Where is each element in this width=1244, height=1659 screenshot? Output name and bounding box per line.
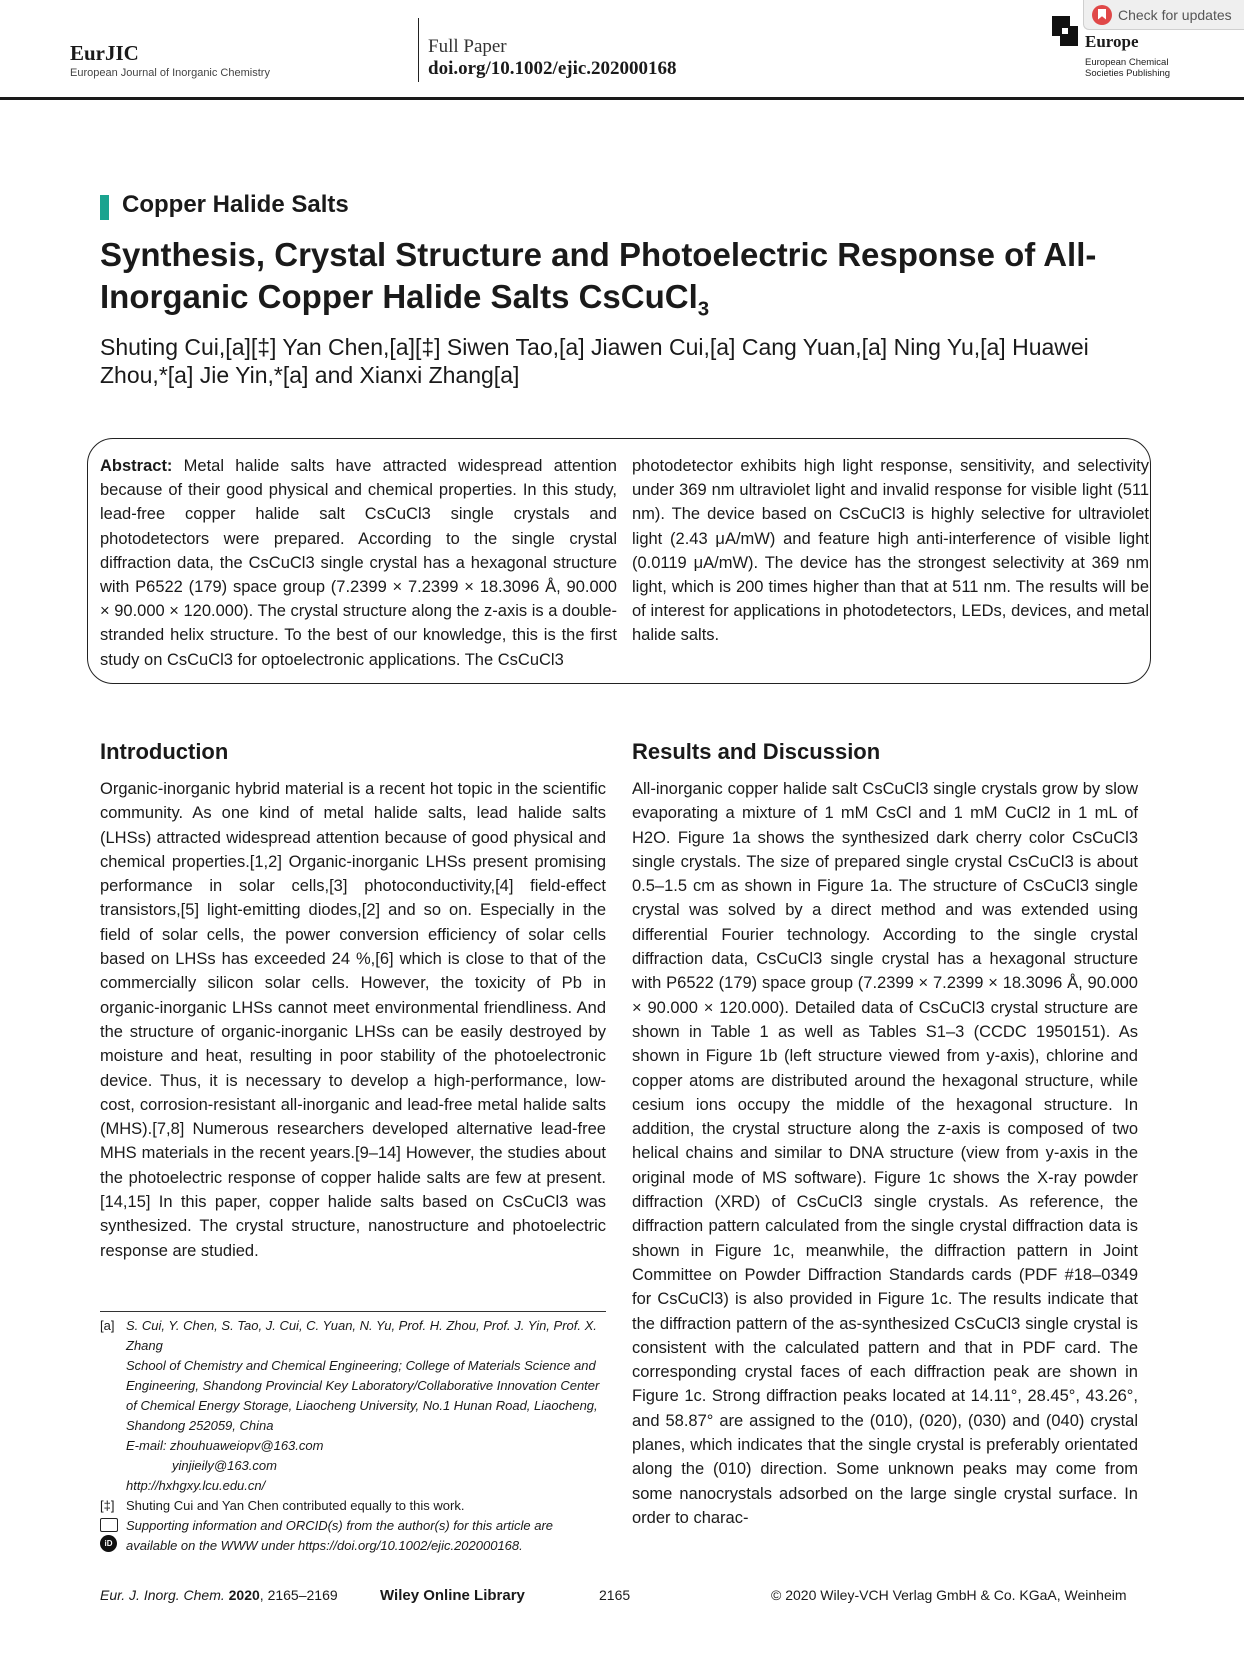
footnote-email-2[interactable]: yinjieily@163.com	[172, 1458, 277, 1473]
introduction-heading: Introduction	[100, 739, 229, 764]
introduction-text: Organic-inorganic hybrid material is a recent hot topic in the scientific community. As one kind of metal halide salts, lead halide salts (LHSs) attracted widespread attention because of good physical and chemical properties.[1,2] Organic-inorganic LHSs present promising performance in solar cells,[3] photoconductivity,[4] field-effect transistors,[5] light-emitting diodes,[2] and so on. Especially in the field of solar cells, the power conversion efficiency of solar cells based on LHSs has exceeded 24 %,[6] which is close to that of the commercially silicon solar cells. However, the toxicity of Pb in organic-inorganic LHSs cannot meet environmental friendliness. And the structure of organic-inorganic LHSs can be easily destroyed by moisture and heat, resulting in poor stability of the photoelectronic device. Thus, it is necessary to develop a high-performance, low-cost, corrosion-resistant all-inorganic and lead-free metal halide salts (MHS).[7,8] Numerous researchers developed alternative lead-free MHS materials in the recent years.[9–14] However, the studies about the photoelectric response of copper halide salts are few at present.[14,15] In this paper, copper halide salts based on CsCuCl3 was synthesized. The crystal structure, nanostructure and photoelectric response are studied.	[100, 780, 606, 1260]
footnote-icons	[100, 1516, 126, 1556]
author-list: Shuting Cui,[a][‡] Yan Chen,[a][‡] Siwen Tao,[a] Jiawen Cui,[a] Cang Yuan,[a] Ning Yu,[a] Huawei Zhou,*[a] Jie Yin,*[a] and Xianxi Zhang[a]	[100, 334, 1089, 388]
copyright: © 2020 Wiley-VCH Verlag GmbH & Co. KGaA, Weinheim	[771, 1587, 1127, 1603]
footnote-mark: [‡]	[100, 1498, 115, 1513]
doi-link[interactable]: doi.org/10.1002/ejic.202000168	[428, 58, 677, 79]
footnote-supporting-info	[100, 1516, 606, 1556]
abstract-text: Metal halide salts have attracted widespread attention because of their good physical and chemical properties. In this study, lead-free copper halide salt CsCuCl3 single crystals and photodetectors were prepared. According to the single crystal diffraction data, the CsCuCl3 single crystal has a hexagonal structure with P6522 (179) space group (7.2399 × 7.2399 × 18.3096 Å, 90.000 × 90.000 × 120.000). The crystal structure along the z-axis is a double-stranded helix structure. To the best of our knowledge, this is the first study on CsCuCl3 for optoelectronic applications. The CsCuCl3	[100, 457, 617, 669]
footnote-email-1[interactable]: E-mail: zhouhuaweiopv@163.com	[126, 1438, 324, 1453]
publisher-name: Europe	[1085, 32, 1139, 51]
publisher-logo-icon	[1052, 16, 1078, 46]
footnote-affiliation-text: School of Chemistry and Chemical Engineering; College of Materials Science and Engineering, Shandong Provincial Key Laboratory/Collaborative Innovation Center of Chemical Energy Storage, Liaocheng University, No.1 Hunan Road, Liaocheng, Shandong 252059, China	[126, 1358, 600, 1433]
bookmark-icon	[1092, 5, 1112, 25]
footnote-equal-contribution	[100, 1496, 606, 1516]
publisher-subtitle: European Chemical Societies Publishing	[1085, 57, 1171, 79]
footnote-si-text[interactable]: Supporting information and ORCID(s) from the author(s) for this article are available on the WWW under https://doi.org/10.1002/ejic.202000168.	[126, 1518, 554, 1553]
section-marker	[100, 195, 109, 220]
footnote-affiliation	[100, 1316, 606, 1496]
results-heading: Results and Discussion	[632, 739, 881, 764]
section-label: Copper Halide Salts	[122, 191, 349, 218]
footer-year: 2020	[228, 1587, 260, 1603]
wiley-online-library-link[interactable]: Wiley Online Library	[380, 1587, 525, 1604]
footnote-mark: [a]	[100, 1318, 115, 1333]
results-text: All-inorganic copper halide salt CsCuCl3 single crystals grow by slow evaporating a mixture of 1 mM CsCl and 1 mM CuCl2 in 1 mL of H2O. Figure 1a shows the synthesized dark cherry color CsCuCl3 single crystals. The size of prepared single crystal CsCuCl3 is about 0.5–1.5 cm as shown in Figure 1a. The structure of CsCuCl3 single crystal was solved by a direct method and was extended using differential Fourier technology. According to the single crystal diffraction data, CsCuCl3 single crystal has a hexagonal structure with P6522 (179) space group (7.2399 × 7.2399 × 18.3096 Å, 90.000 × 90.000 × 120.000). Detailed data of CsCuCl3 crystal structure are shown in Table 1 as well as Tables S1–3 (CCDC 1950151). As shown in Figure 1b (left structure viewed from y-axis), chlorine and copper atoms are distributed around the hexagonal structure, while cesium ions occupy the middle of the hexagonal structure. In addition, the crystal structure along the z-axis is composed of two helical chains and similar to DNA structure (view from y-axis in the original mode of MS software). Figure 1c shows the X-ray powder diffraction (XRD) of CsCuCl3 single crystals. As reference, the diffraction pattern calculated from the single crystal diffraction data is shown in Figure 1c, meanwhile, the diffraction pattern in Joint Committee on Powder Diffraction Standards cards (PDF #18–0349 for CsCuCl3) is also provided in Figure 1c. The results indicate that the diffraction pattern of the as-synthesized CsCuCl3 single crystal is consistent with the calculated pattern and that in PDF card. The corresponding crystal faces of each diffraction peak are shown in Figure 1c. Strong diffraction peaks located at 14.11°, 28.45°, 43.26°, and 58.87° are assigned to the (010), (020), (030) and (040) crystal planes, which indicates that the single crystal is preferably orientated along the (010) direction. Some unknown peaks may come from some nanocrystals adsorbed on the large single crystal surface. In order to charac-	[632, 780, 1138, 1527]
footnote-url[interactable]: http://hxhgxy.lcu.edu.cn/	[126, 1478, 266, 1493]
title-subscript: 3	[697, 297, 710, 321]
footnote-affiliation-body	[126, 1316, 606, 1496]
check-for-updates-button[interactable]	[1083, 0, 1244, 30]
footnote-rule	[100, 1311, 606, 1312]
paper-title	[100, 234, 1160, 321]
abstract-column-left	[100, 454, 617, 672]
header-rule	[0, 97, 1244, 100]
title-text: Synthesis, Crystal Structure and Photoelectric Response of All-Inorganic Copper Halide Salts CsCuCl	[100, 236, 1097, 315]
check-for-updates-label: Check for updates	[1118, 6, 1232, 23]
header-divider	[418, 18, 419, 82]
journal-short-name: EurJIC	[70, 41, 139, 65]
page-number: 2165	[599, 1587, 631, 1603]
footer-journal: Eur. J. Inorg. Chem.	[100, 1587, 225, 1603]
footnote-equal-text: Shuting Cui and Yan Chen contributed equally to this work.	[126, 1498, 465, 1513]
paper-type: Full Paper	[428, 36, 507, 57]
footer-citation	[100, 1587, 338, 1603]
footnote-author-names: S. Cui, Y. Chen, S. Tao, J. Cui, C. Yuan, N. Yu, Prof. H. Zhou, Prof. J. Yin, Prof. X. Zhang	[126, 1318, 597, 1353]
abstract-text-continued: photodetector exhibits high light response, sensitivity, and selectivity under 369 nm ultraviolet light and invalid response for visible light (511 nm). The device based on CsCuCl3 is highly selective for ultraviolet light (2.43 μA/mW) and feature high anti-interference of visible light (0.0119 μA/mW). The device has the strongest selectivity at 369 nm light, which is 200 times higher than that at 511 nm. The results will be of interest for applications in photodetectors, LEDs, devices, and metal halide salts.	[632, 457, 1149, 645]
supporting-info-icon	[100, 1518, 118, 1532]
journal-full-name: European Journal of Inorganic Chemistry	[70, 67, 270, 79]
orcid-icon: iD	[100, 1535, 117, 1552]
abstract-column-right	[632, 454, 1149, 648]
footer-pages: , 2165–2169	[259, 1587, 338, 1603]
footnotes	[100, 1316, 606, 1556]
abstract-label: Abstract:	[100, 457, 173, 475]
